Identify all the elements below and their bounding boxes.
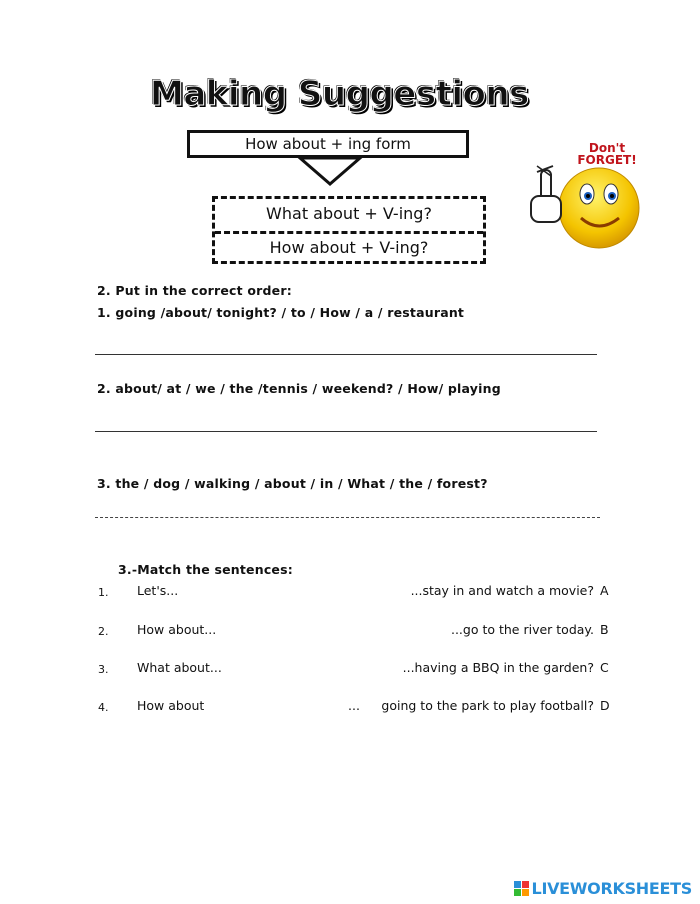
match-left-1: Let's... — [137, 583, 179, 598]
match-left-4: How about — [137, 698, 205, 713]
match-num-3: 3. — [98, 663, 109, 676]
liveworksheets-logo — [514, 879, 692, 898]
section3-heading: 3.-Match the sentences: — [118, 562, 293, 577]
logo-text: LIVEWORKSHEETS — [531, 879, 692, 898]
order-item-3: 3. the / dog / walking / about / in / What / the / forest? — [97, 476, 488, 491]
match-letter-1: A — [600, 583, 609, 598]
formula-what-about: What about + V-ing? — [266, 204, 432, 223]
divider — [215, 231, 483, 234]
match-right-2: ...go to the river today. — [450, 622, 594, 637]
match-num-1: 1. — [98, 586, 109, 599]
liveworksheets-logo-icon — [514, 881, 530, 897]
answer-line-2[interactable] — [95, 431, 597, 432]
match-letter-3: C — [600, 660, 609, 675]
match-left-3: What about... — [137, 660, 222, 675]
match-letter-4: D — [600, 698, 610, 713]
match-right-3: ...having a BBQ in the garden? — [402, 660, 594, 675]
answer-line-3[interactable] — [95, 517, 600, 518]
match-num-2: 2. — [98, 625, 109, 638]
dont-forget-sticker — [523, 138, 643, 250]
match-left-2: How about... — [137, 622, 217, 637]
down-arrow-icon — [280, 158, 380, 188]
formula-how-about: How about + V-ing? — [269, 238, 429, 257]
match-mid-4: ... — [348, 698, 360, 713]
sticker-text-dont: Don't — [588, 141, 626, 155]
section2-heading: 2. Put in the correct order: — [97, 283, 292, 298]
order-item-1: 1. going /about/ tonight? / to / How / a / restaurant — [97, 305, 465, 320]
formula-box: How about + ing form — [187, 130, 469, 158]
match-num-4: 4. — [98, 701, 109, 714]
page-title: Making Suggestions — [150, 74, 529, 114]
order-item-2: 2. about/ at / we / the /tennis / weekend? / How/ playing — [97, 381, 501, 396]
match-right-4: going to the park to play football? — [381, 698, 594, 713]
dashed-formula-box — [212, 196, 486, 264]
smiley-icon — [523, 162, 643, 252]
sticker-text-forget: FORGET! — [577, 153, 637, 167]
answer-line-1[interactable] — [95, 354, 597, 355]
match-right-1: ...stay in and watch a movie? — [410, 583, 594, 598]
match-letter-2: B — [600, 622, 609, 637]
